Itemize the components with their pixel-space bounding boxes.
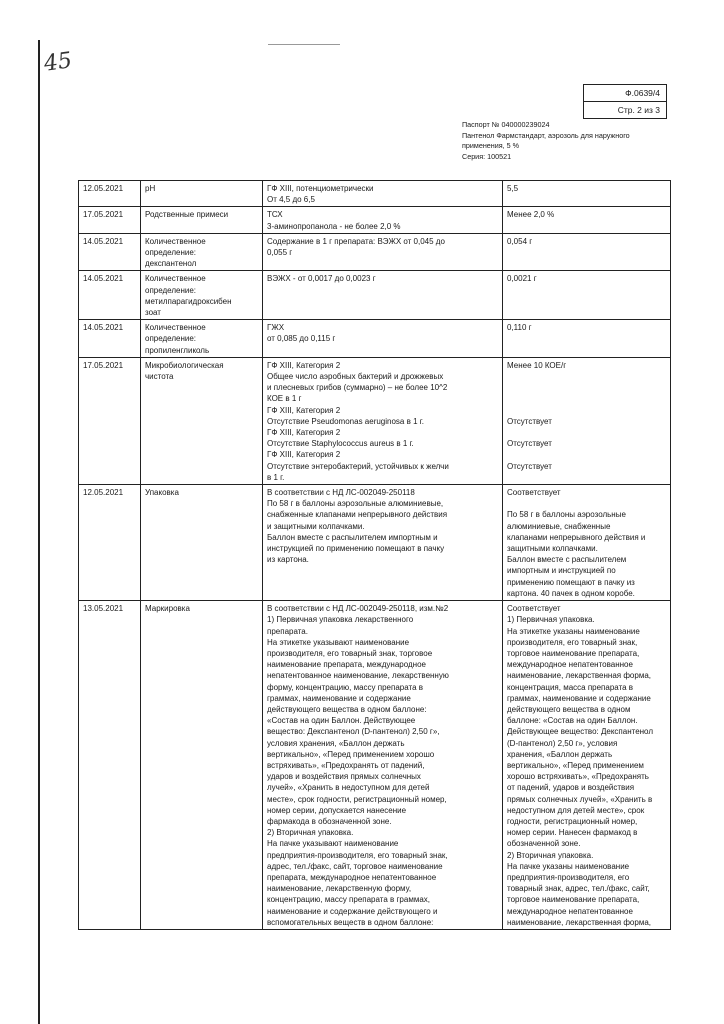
result-line: клапанами непрерывного действия и (507, 532, 646, 542)
form-code-box (583, 84, 667, 119)
result-line: алюминиевые, снабженные (507, 521, 611, 531)
requirement-line: В соответствии с НД ЛС-002049-250118 (267, 488, 415, 498)
test-name-cell (141, 601, 263, 930)
requirement-cell (263, 233, 503, 271)
requirement-line: Общее число аэробных бактерий и дрожжевых (267, 372, 444, 382)
result-line: На этикетке указаны наименование (507, 626, 640, 636)
test-name-cell (141, 320, 263, 358)
test-name-line: пропиленгликоль (145, 345, 210, 355)
test-date: 17.05.2021 (79, 357, 141, 484)
requirement-line: препарата. (267, 626, 308, 636)
result-line: Баллон вместе с распылителем (507, 555, 627, 565)
requirement-line: ударов и воздействия прямых солнечных (267, 772, 421, 782)
result-line: хранения, «Баллон держать (507, 749, 613, 759)
result-line: 0,054 г (507, 236, 533, 246)
test-date: 17.05.2021 (79, 207, 141, 233)
test-name-cell (141, 271, 263, 320)
result-cell (503, 485, 671, 601)
result-cell (503, 181, 671, 207)
page-number: Стр. 2 из 3 (584, 101, 666, 118)
result-line: (D-пантенол) 2,50 г», условия (507, 738, 618, 748)
result-line: Менее 2,0 % (507, 210, 555, 220)
passport-line: применения, 5 % (462, 141, 520, 151)
test-name-line: Количественное (145, 323, 206, 333)
test-date: 12.05.2021 (79, 181, 141, 207)
requirement-line: ГФ XIII, Категория 2 (267, 360, 341, 370)
requirement-line: вещество: Декспантенол (D-пантенол) 2,50 г», (267, 727, 440, 737)
requirement-line: граммах, наименование и содержание (267, 693, 411, 703)
requirement-line: и плесневых грибов (суммарно) – не более 10^2 (267, 383, 448, 393)
requirement-line: производителя, его товарный знак, торговое (267, 648, 433, 658)
requirement-line: ТСХ (267, 210, 283, 220)
requirement-line: В соответствии с НД ЛС-002049-250118, изм.№2 (267, 604, 449, 614)
requirement-line: Баллон вместе с распылителем импортным и (267, 532, 438, 542)
result-line: Отсутствует (507, 461, 552, 471)
result-line (507, 498, 666, 509)
result-line: концентрация, масса препарата в (507, 682, 634, 692)
passport-header (462, 120, 682, 162)
requirement-line: ГФ XIII, Категория 2 (267, 450, 341, 460)
requirement-line: из картона. (267, 555, 309, 565)
requirement-line: в 1 г. (267, 472, 285, 482)
result-line: наименование, лекарственная форма, (507, 671, 651, 681)
scan-page-edge (38, 40, 40, 1024)
test-name-cell (141, 181, 263, 207)
result-line: применению помещают в пачку из (507, 577, 635, 587)
test-name-line: декспантенол (145, 259, 197, 269)
result-line: На пачке указаны наименование (507, 861, 630, 871)
result-line: хорошо встряхивать», «Предохранять (507, 772, 649, 782)
requirement-line: На пачке указывают наименование (267, 839, 399, 849)
requirement-line: наименование и содержание действующего и (267, 906, 438, 916)
test-name-line: pH (145, 184, 156, 193)
result-line: защитными колпачками. (507, 544, 598, 554)
result-line: вертикально», «Перед применением (507, 760, 644, 770)
table-row (79, 357, 671, 484)
result-line: По 58 г в баллоны аэрозольные (507, 510, 626, 520)
requirement-line: Отсутствие Pseudomonas aeruginosa в 1 г. (267, 416, 424, 426)
requirement-line: и защитными колпачками. (267, 521, 365, 531)
requirement-line: непатентованное наименование, лекарственную (267, 671, 449, 681)
test-name-line: Маркировка (145, 604, 190, 614)
result-cell (503, 233, 671, 271)
handwritten-page-number: 45 (42, 48, 74, 77)
requirement-cell (263, 320, 503, 358)
table-row (79, 233, 671, 271)
requirement-cell (263, 181, 503, 207)
result-line: импортным и инструкцией по (507, 566, 616, 576)
requirement-cell (263, 207, 503, 233)
result-cell (503, 357, 671, 484)
requirement-line: 0,055 г (267, 248, 293, 258)
requirement-line: вспомогательных веществ в одном баллоне: (267, 917, 434, 927)
result-line: 5,5 (507, 184, 519, 193)
test-name-line: определение: (145, 285, 197, 295)
result-line (507, 382, 666, 393)
result-line: номер серии. Нанесен фармакод в (507, 828, 638, 838)
result-line: Соответствует (507, 488, 561, 498)
test-date: 13.05.2021 (79, 601, 141, 930)
test-name-cell (141, 485, 263, 601)
result-line: от падений, ударов и воздействия (507, 783, 635, 793)
result-line: 0,0021 г (507, 274, 537, 284)
result-line: Отсутствует (507, 416, 552, 426)
result-line: товарный знак, адрес, тел./факс, сайт, (507, 884, 650, 894)
result-line: прямых солнечных лучей», «Хранить в (507, 794, 653, 804)
test-name-line: Упаковка (145, 488, 179, 498)
requirement-line: наименование, лекарственную форму, (267, 884, 412, 894)
requirement-cell (263, 271, 503, 320)
requirement-line: наименование препарата, международное (267, 660, 426, 670)
result-line: предприятия-производителя, его (507, 872, 630, 882)
requirement-line: лучей», «Хранить в недоступном для детей (267, 783, 430, 793)
requirement-cell (263, 357, 503, 484)
test-name-line: Количественное (145, 274, 206, 284)
result-line: Соответствует (507, 604, 561, 614)
requirement-line: От 4,5 до 6,5 (267, 195, 315, 205)
result-line: действующего вещества в одном (507, 704, 631, 714)
test-name-cell (141, 357, 263, 484)
requirement-line: 1) Первичная упаковка лекарственного (267, 615, 414, 625)
result-line (507, 393, 666, 404)
test-name-cell (141, 207, 263, 233)
requirement-line: фармакода в обозначенной зоне. (267, 816, 392, 826)
requirement-line: По 58 г в баллоны аэрозольные алюминиевые, (267, 499, 444, 509)
result-line: 0,110 г (507, 323, 532, 333)
requirement-line: от 0,085 до 0,115 г (267, 334, 336, 344)
result-line: картона. 40 пачек в одном коробе. (507, 588, 635, 598)
requirement-line: ВЭЖХ - от 0,0017 до 0,0023 г (267, 274, 376, 284)
requirement-cell (263, 601, 503, 930)
passport-line: Пантенол Фармстандарт, аэрозоль для наружного (462, 130, 630, 140)
test-name-line: Микробиологическая (145, 360, 224, 370)
requirement-line: номер серии, допускается нанесение (267, 805, 407, 815)
test-name-line: определение: (145, 248, 197, 258)
result-line: граммах, наименование и содержание (507, 693, 651, 703)
result-line: торговое наименование препарата, (507, 895, 640, 905)
result-line: торговое наименование препарата, (507, 648, 640, 658)
result-line (507, 427, 666, 438)
requirement-line: месте», срок годности, регистрационный номер, (267, 794, 447, 804)
scan-artifact-line (268, 44, 340, 45)
result-cell (503, 207, 671, 233)
requirement-line: Содержание в 1 г препарата: ВЭЖХ от 0,045 до (267, 236, 445, 246)
requirement-line: вертикально», «Перед применением хорошо (267, 749, 435, 759)
result-line: баллоне: «Состав на один Баллон. (507, 716, 638, 726)
result-line: производителя, его товарный знак, (507, 637, 638, 647)
test-date: 14.05.2021 (79, 320, 141, 358)
requirement-line: препарата, международное непатентованное (267, 872, 437, 882)
table-row (79, 601, 671, 930)
test-results-table (78, 180, 671, 930)
table-row (79, 485, 671, 601)
requirement-line: ГЖХ (267, 323, 285, 333)
form-code: Ф.0639/4 (625, 88, 660, 98)
requirement-line: адрес, тел./факс, сайт, торговое наименование (267, 861, 443, 871)
requirement-line: «Состав на один Баллон. Действующее (267, 716, 416, 726)
result-cell (503, 271, 671, 320)
requirement-line: 2) Вторичная упаковка. (267, 828, 354, 838)
test-date: 14.05.2021 (79, 233, 141, 271)
result-line: Отсутствует (507, 439, 552, 449)
table-row (79, 320, 671, 358)
table-row (79, 181, 671, 207)
result-line: Менее 10 КОЕ/г (507, 360, 567, 370)
requirement-line: предприятия-производителя, его товарный знак, (267, 850, 448, 860)
requirement-line: снабженные клапанами непрерывного действия (267, 510, 448, 520)
result-line (507, 405, 666, 416)
result-line: недоступном для детей месте», срок (507, 805, 645, 815)
test-name-line: метилпарагидроксибен (145, 296, 232, 306)
requirement-line: Отсутствие Staphylococcus aureus в 1 г. (267, 439, 414, 449)
requirement-line: инструкцией по применению помещают в пачку (267, 544, 445, 554)
result-line: 1) Первичная упаковка. (507, 615, 595, 625)
test-name-line: зоат (145, 308, 161, 318)
requirement-line: ГФ XIII, Категория 2 (267, 428, 341, 438)
test-name-line: Родственные примеси (145, 210, 229, 220)
result-line: международное непатентованное (507, 906, 633, 916)
table-row (79, 207, 671, 233)
result-line: международное непатентованное (507, 660, 633, 670)
requirement-line: действующего вещества в одном баллоне: (267, 704, 427, 714)
result-line: обозначенной зоне. (507, 839, 581, 849)
test-name-cell (141, 233, 263, 271)
requirement-line: концентрацию, массу препарата в граммах, (267, 895, 430, 905)
passport-line: Серия: 100521 (462, 151, 512, 161)
requirement-line: ГФ XIII, Категория 2 (267, 405, 341, 415)
result-line: 2) Вторичная упаковка. (507, 850, 594, 860)
result-line: Действующее вещество: Декспантенол (507, 727, 653, 737)
table-row (79, 271, 671, 320)
result-line: годности, регистрационный номер, (507, 816, 638, 826)
requirement-line: 3-аминопропанола - не более 2,0 % (267, 221, 401, 231)
test-name-line: определение: (145, 334, 197, 344)
test-name-line: Количественное (145, 236, 206, 246)
requirement-line: условия хранения, «Баллон держать (267, 738, 405, 748)
requirement-line: Отсутствие энтеробактерий, устойчивых к желчи (267, 461, 449, 471)
result-line (507, 449, 666, 460)
test-date: 12.05.2021 (79, 485, 141, 601)
result-line: наименование, лекарственная форма, (507, 917, 651, 927)
passport-line: Паспорт № 040000239024 (462, 120, 550, 129)
requirement-line: На этикетке указывают наименование (267, 637, 410, 647)
result-cell (503, 320, 671, 358)
test-date: 14.05.2021 (79, 271, 141, 320)
test-name-line: чистота (145, 372, 174, 382)
result-line (507, 371, 666, 382)
result-cell (503, 601, 671, 930)
requirement-line: форму, концентрацию, массу препарата в (267, 682, 423, 692)
requirement-line: ГФ XIII, потенциометрически (267, 184, 374, 193)
requirement-line: встряхивать», «Предохранять от падений, (267, 760, 425, 770)
requirement-line: КОЕ в 1 г (267, 394, 302, 404)
requirement-cell (263, 485, 503, 601)
